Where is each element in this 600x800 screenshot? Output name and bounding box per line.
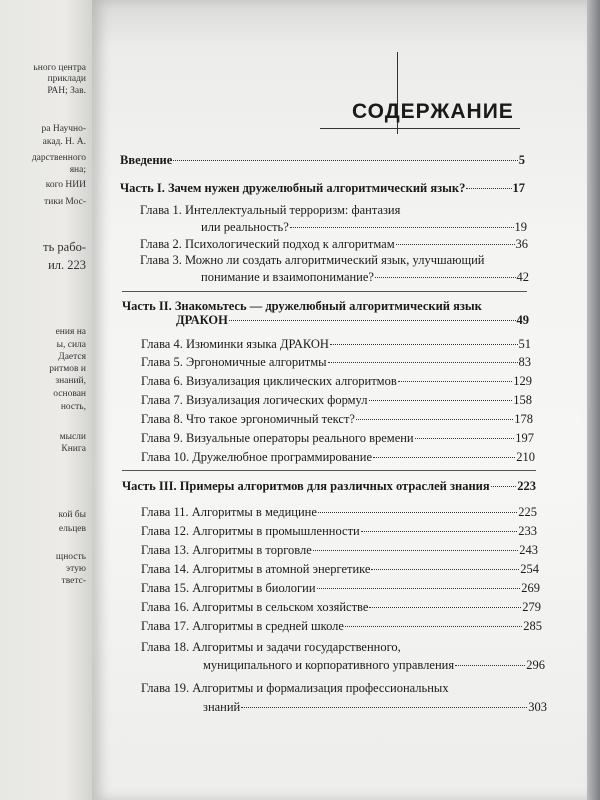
left-fragment: ения на [55,327,86,337]
toc-label: Глава 9. Визуальные операторы реального времени [141,431,414,445]
section-divider [122,291,527,292]
toc-entry-part-1 [120,181,525,196]
left-fragment: этую [66,564,86,574]
left-fragment: ил. 223 [48,258,86,272]
background-surface [587,0,600,800]
toc-label: Часть I. Зачем нужен дружелюбный алгоритмический язык? [120,181,466,195]
page-title: СОДЕРЖАНИЕ [352,100,514,123]
dot-leader [371,569,519,570]
toc-entry-chapter-6 [141,374,532,389]
toc-page-number: 285 [523,619,542,633]
toc-page-number: 36 [515,237,528,251]
left-fragment: акад. Н. А. [42,137,86,147]
toc-page-number: 223 [517,479,536,493]
toc-label: Глава 8. Что такое эргономичный текст? [141,412,355,426]
left-fragment: ра Научно- [41,124,86,134]
toc-page-number: 269 [521,581,540,595]
toc-label: Глава 12. Алгоритмы в промышленности [141,524,360,538]
dot-leader [290,227,514,228]
toc-entry-chapter-10 [141,450,535,465]
toc-entry-chapter-16 [141,600,541,615]
toc-label: Часть III. Примеры алгоритмов для различных отраслей знания [122,479,490,493]
dot-leader [373,457,515,458]
dot-leader [330,344,518,345]
dot-leader [455,665,525,666]
toc-entry-part-2 [176,313,529,328]
dot-leader [313,550,518,551]
toc-entry-chapter-13 [141,543,538,558]
toc-entry-part-3 [122,479,536,494]
toc-label: Глава 11. Алгоритмы в медицине [141,505,317,519]
toc-entry-chapter-19-line1: Глава 19. Алгоритмы и формализация профессиональных [141,681,449,695]
dot-leader [241,707,527,708]
toc-page-number: 49 [516,313,529,327]
left-fragment: мысли [59,432,86,442]
toc-entry-chapter-14 [141,562,539,577]
left-fragment: кой бы [58,510,86,520]
toc-entry-chapter-5 [141,355,531,370]
dot-leader [369,607,521,608]
toc-page-number: 5 [518,153,525,167]
toc-label: знаний [203,700,241,714]
dot-leader [415,438,515,439]
left-fragment: Дается [58,352,86,362]
toc-label: Глава 5. Эргономичные алгоритмы [141,355,327,369]
left-fragment: Книга [61,444,86,454]
toc-page-number: 178 [514,412,533,426]
toc-entry-chapter-1-line1: Глава 1. Интеллектуальный терроризм: фантазия [140,203,401,217]
toc-entry-chapter-18-line1: Глава 18. Алгоритмы и задачи государственного, [141,640,401,654]
toc-entry-chapter-7 [141,393,532,408]
toc-label: понимание и взаимопонимание? [201,270,374,284]
left-fragment: ность, [60,402,86,412]
toc-page-number: 51 [518,337,531,351]
toc-entry-chapter-1 [201,220,527,235]
toc-page-number: 19 [514,220,527,234]
dot-leader [466,188,511,189]
toc-page-number: 17 [512,181,525,195]
dot-leader [328,362,518,363]
toc-label: муниципального и корпоративного управления [203,658,455,672]
toc-page-number: 225 [518,505,537,519]
left-fragment: знаний, [55,376,86,386]
toc-entry-chapter-2 [140,237,528,252]
toc-label: или реальность? [201,220,289,234]
left-fragment: ельцев [58,524,86,534]
left-fragment: яна; [69,165,86,175]
dot-leader [229,320,516,321]
left-fragment: щность [55,552,86,562]
toc-label: Глава 2. Психологический подход к алгоритмам [140,237,395,251]
toc-entry-chapter-18 [203,658,545,673]
section-divider [122,470,536,471]
toc-entry-chapter-4 [141,337,531,352]
left-fragment: ритмов и [49,364,86,374]
toc-page-number: 279 [522,600,541,614]
toc-page-number: 296 [526,658,545,672]
toc-entry-chapter-9 [141,431,534,446]
toc-entry-chapter-3-line1: Глава 3. Можно ли создать алгоритмический язык, улучшающий [140,253,485,267]
toc-page-number: 254 [520,562,539,576]
toc-page-number: 210 [516,450,535,464]
toc-label: Введение [120,153,173,167]
left-fragment: РАН; Зав. [47,86,86,96]
toc-page-number: 233 [518,524,537,538]
toc-entry-chapter-15 [141,581,540,596]
title-decor-horizontal-line [320,128,520,129]
dot-leader [356,419,513,420]
dot-leader [375,277,516,278]
left-fragment: дарственного [31,153,86,163]
toc-entry-chapter-19 [203,700,547,715]
toc-entry-chapter-17 [141,619,542,634]
toc-entry-chapter-11 [141,505,537,520]
toc-label: Глава 15. Алгоритмы в биологии [141,581,316,595]
toc-label: ДРАКОН [176,313,228,327]
toc-label: Глава 14. Алгоритмы в атомной энергетике [141,562,371,576]
left-facing-page [0,0,92,800]
toc-page-number: 197 [515,431,534,445]
dot-leader [318,512,517,513]
toc-page-number: 303 [528,700,547,714]
dot-leader [361,531,518,532]
dot-leader [491,486,517,487]
toc-page-number: 243 [519,543,538,557]
toc-page-number: 158 [513,393,532,407]
toc-page-number: 42 [516,270,529,284]
left-fragment: ы, сила [56,340,86,350]
page-top-shadow [92,0,587,48]
toc-entry-chapter-3 [201,270,529,285]
dot-leader [369,400,513,401]
left-fragment: тветс- [61,576,86,586]
toc-entry-part-2-line1: Часть II. Знакомьтесь — дружелюбный алгоритмический язык [122,299,482,313]
toc-entry-chapter-8 [141,412,533,427]
toc-entry-chapter-12 [141,524,537,539]
left-fragment: тики Мос- [44,197,86,207]
toc-label: Глава 17. Алгоритмы в средней школе [141,619,344,633]
left-fragment: ьного центра [33,63,86,73]
toc-page-number: 129 [513,374,532,388]
toc-page-number: 83 [518,355,531,369]
toc-label: Глава 13. Алгоритмы в торговле [141,543,312,557]
toc-label: Глава 10. Дружелюбное программирование [141,450,372,464]
left-fragment: кого НИИ [45,180,86,190]
dot-leader [398,381,513,382]
toc-label: Глава 4. Изюминки языка ДРАКОН [141,337,329,351]
dot-leader [317,588,521,589]
toc-label: Глава 7. Визуализация логических формул [141,393,368,407]
left-fragment: приклади [47,74,86,84]
left-fragment: ть рабо- [43,240,86,254]
toc-entry-intro [120,153,525,168]
dot-leader [396,244,515,245]
toc-label: Глава 16. Алгоритмы в сельском хозяйстве [141,600,369,614]
contents-page [92,0,587,800]
dot-leader [173,160,517,161]
left-fragment: основан [53,389,86,399]
toc-label: Глава 6. Визуализация циклических алгоритмов [141,374,397,388]
dot-leader [345,626,522,627]
